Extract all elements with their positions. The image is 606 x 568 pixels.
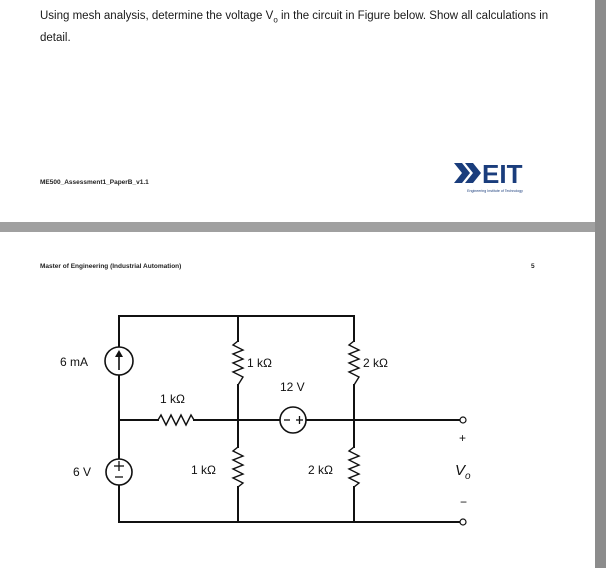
label-current-source: 6 mA [60, 355, 89, 369]
page-2 [0, 232, 595, 568]
eit-logo [452, 160, 538, 198]
document-header-title: Master of Engineering (Industrial Automation) [40, 263, 182, 270]
footer-document-code: ME500_Assessment1_PaperB_v1.1 [40, 179, 149, 186]
eit-logo-tagline: Engineering Institute of Technology [467, 189, 523, 193]
label-resistor-horizontal: 1 kΩ [160, 392, 185, 406]
voltage-source-12v [280, 407, 306, 433]
label-voltage-source-left: 6 V [73, 465, 92, 479]
output-terminal-bottom [460, 519, 466, 525]
label-minus: − [460, 495, 468, 509]
question-subscript: o [273, 15, 278, 25]
voltage-source-6v [106, 459, 132, 485]
circuit-diagram [0, 232, 595, 568]
question-text-end: in the circuit in Figure below. Show all calculations in detail. [40, 10, 549, 45]
resistor-top-right [349, 341, 359, 385]
resistor-lower-right [349, 447, 359, 487]
label-plus: + [459, 431, 467, 445]
page-separator [0, 222, 595, 232]
question-text-start: Using mesh analysis, determine the voltage V [40, 10, 274, 22]
label-resistor-top-right: 2 kΩ [363, 356, 388, 370]
resistor-horizontal [158, 415, 194, 425]
label-output-sub: o [465, 471, 471, 482]
label-resistor-top-middle: 1 kΩ [247, 356, 272, 370]
label-resistor-lower-right: 2 kΩ [308, 463, 333, 477]
page-1 [0, 0, 595, 222]
scrollbar-strip [595, 0, 606, 568]
eit-logo-text: EIT [482, 160, 523, 186]
eit-logo-mark [452, 160, 538, 186]
label-voltage-source-middle: 12 V [280, 380, 305, 394]
resistor-top-middle [233, 341, 243, 385]
label-resistor-lower-middle: 1 kΩ [191, 463, 216, 477]
resistor-lower-middle [233, 447, 243, 487]
current-source-6ma [105, 347, 133, 375]
question-text [40, 7, 560, 47]
page-number: 5 [531, 263, 535, 270]
output-terminal-top [460, 417, 466, 423]
label-output-voltage [455, 462, 471, 482]
label-output-v: V [455, 462, 466, 479]
